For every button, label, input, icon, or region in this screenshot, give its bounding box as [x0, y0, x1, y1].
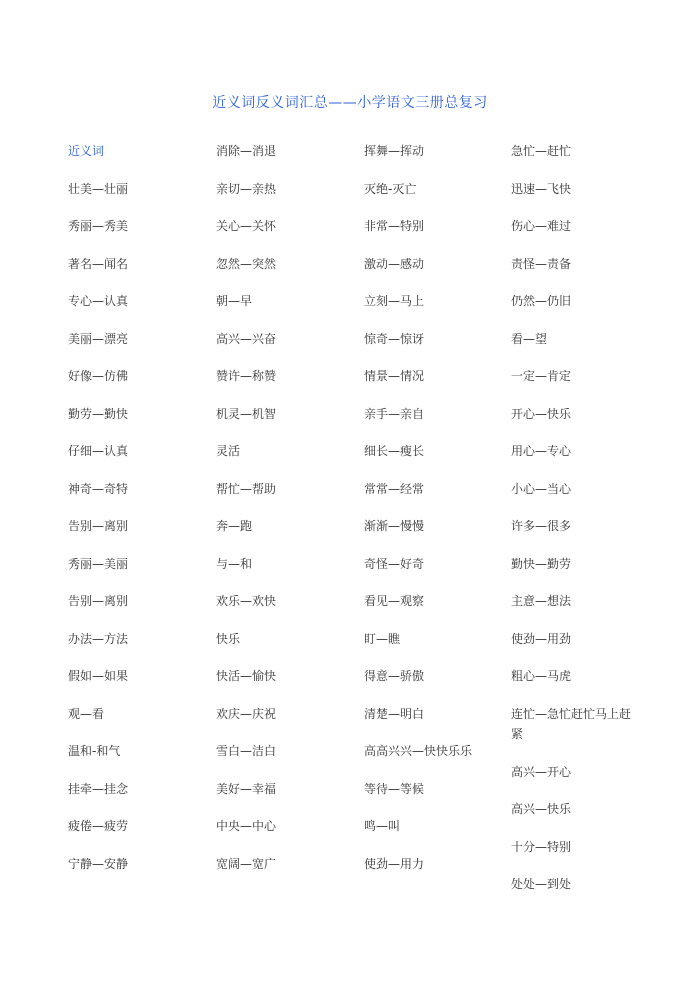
- synonym-column-3: [364, 141, 472, 891]
- synonym-pair: 情景—情况: [364, 369, 425, 383]
- synonym-pair: 美丽—漂亮: [68, 331, 129, 346]
- synonym-pair: 连忙—急忙赶忙马上赶紧: [511, 706, 632, 741]
- synonym-pair: 勤快—勤劳: [511, 556, 572, 571]
- synonym-pair: 看见—观察: [364, 594, 425, 608]
- section-heading: 近义词: [68, 144, 105, 158]
- synonym-column-1: [68, 141, 128, 891]
- synonym-pair: 美好—幸福: [216, 781, 277, 796]
- synonym-pair: 快活—愉快: [216, 669, 277, 683]
- synonym-pair: 温和-和气: [68, 744, 121, 758]
- synonym-pair: 秀丽—秀美: [68, 219, 129, 233]
- synonym-pair: 著名—闻名: [68, 256, 129, 271]
- synonym-pair: 用心—专心: [511, 444, 572, 458]
- synonym-pair: 帮忙—帮助: [216, 481, 277, 496]
- document-title: 近义词反义词汇总——小学语文三册总复习: [212, 95, 488, 111]
- synonym-pair: 渐渐—慢慢: [364, 519, 425, 533]
- synonym-pair: 十分—特别: [511, 839, 572, 854]
- synonym-pair: 快乐: [216, 631, 241, 646]
- synonym-pair: 好像—仿佛: [68, 369, 129, 383]
- synonym-column-4: [511, 141, 641, 912]
- synonym-pair: 鸣—叫: [364, 819, 401, 833]
- synonym-pair: 立刻—马上: [364, 294, 425, 308]
- synonym-pair: 关心—关怀: [216, 219, 277, 233]
- synonym-pair: 使劲—用劲: [511, 631, 572, 646]
- synonym-pair: 得意—骄傲: [364, 669, 425, 683]
- synonym-pair: 急忙—赶忙: [511, 144, 572, 158]
- synonym-pair: 赞许—称赞: [216, 369, 277, 383]
- synonym-pair: 宽阔—宽广: [216, 856, 277, 871]
- synonym-pair: 一定—肯定: [511, 369, 572, 383]
- synonym-pair: 假如—如果: [68, 669, 129, 683]
- synonym-pair: 与—和: [216, 556, 253, 571]
- synonym-pair: 非常—特别: [364, 219, 425, 233]
- synonym-pair: 欢庆—庆祝: [216, 706, 277, 721]
- synonym-pair: 粗心—马虎: [511, 669, 572, 683]
- synonym-pair: 忽然—突然: [216, 256, 277, 271]
- synonym-pair: 奇怪—好奇: [364, 556, 425, 571]
- synonym-pair: 办法—方法: [68, 631, 129, 646]
- synonym-pair: 激动—感动: [364, 256, 425, 271]
- synonym-pair: 欢乐—欢快: [216, 594, 277, 608]
- synonym-pair: 细长—瘦长: [364, 444, 425, 458]
- synonym-pair: 高兴—快乐: [511, 802, 572, 816]
- synonym-pair: 专心—认真: [68, 294, 129, 308]
- synonym-pair: 许多—很多: [511, 519, 572, 533]
- synonym-pair: 机灵—机智: [216, 406, 277, 421]
- synonym-pair: 勤劳—勤快: [68, 406, 129, 421]
- synonym-pair: 挂牵—挂念: [68, 781, 129, 796]
- synonym-pair: 奔—跑: [216, 519, 253, 533]
- synonym-pair: 高兴—兴奋: [216, 331, 277, 346]
- synonym-pair: 处处—到处: [511, 877, 572, 891]
- synonym-pair: 使劲—用力: [364, 856, 425, 871]
- synonym-pair: 灵活: [216, 444, 241, 458]
- synonym-pair: 小心—当心: [511, 481, 572, 496]
- synonym-pair: 惊奇—惊讶: [364, 331, 425, 346]
- synonym-pair: 主意—想法: [511, 594, 572, 608]
- synonym-pair: 观—看: [68, 706, 105, 721]
- synonym-pair: 仔细—认真: [68, 444, 129, 458]
- synonym-pair: 亲切—亲热: [216, 181, 277, 196]
- synonym-pair: 盯—瞧: [364, 631, 401, 646]
- synonym-pair: 宁静—安静: [68, 856, 129, 871]
- synonym-pair: 告别—离别: [68, 594, 129, 608]
- synonym-column-2: [216, 141, 276, 891]
- synonym-pair: 仍然—仍旧: [511, 294, 572, 308]
- synonym-pair: 中央—中心: [216, 819, 277, 833]
- synonym-pair: 责怪—责备: [511, 256, 572, 271]
- synonym-pair: 等待—等候: [364, 781, 425, 796]
- synonym-pair: 灭绝-灭亡: [364, 181, 417, 196]
- synonym-pair: 清楚—明白: [364, 706, 425, 721]
- synonym-pair: 神奇—奇特: [68, 481, 129, 496]
- synonym-pair: 消除—消退: [216, 144, 277, 158]
- synonym-pair: 壮美—壮丽: [68, 181, 129, 196]
- synonym-pair: 秀丽—美丽: [68, 556, 129, 571]
- synonym-pair: 朝—早: [216, 294, 253, 308]
- synonym-pair: 疲倦—疲劳: [68, 819, 129, 833]
- synonym-pair: 高高兴兴—快快乐乐: [364, 744, 473, 758]
- synonym-pair: 开心—快乐: [511, 406, 572, 421]
- synonym-pair: 看—望: [511, 331, 548, 346]
- synonym-pair: 告别—离别: [68, 519, 129, 533]
- synonym-pair: 迅速—飞快: [511, 181, 572, 196]
- synonym-pair: 常常—经常: [364, 481, 425, 496]
- synonym-pair: 高兴—开心: [511, 764, 572, 779]
- synonym-pair: 伤心—难过: [511, 219, 572, 233]
- synonym-pair: 亲手—亲自: [364, 406, 425, 421]
- synonym-pair: 挥舞—挥动: [364, 144, 425, 158]
- synonym-pair: 雪白—洁白: [216, 744, 277, 758]
